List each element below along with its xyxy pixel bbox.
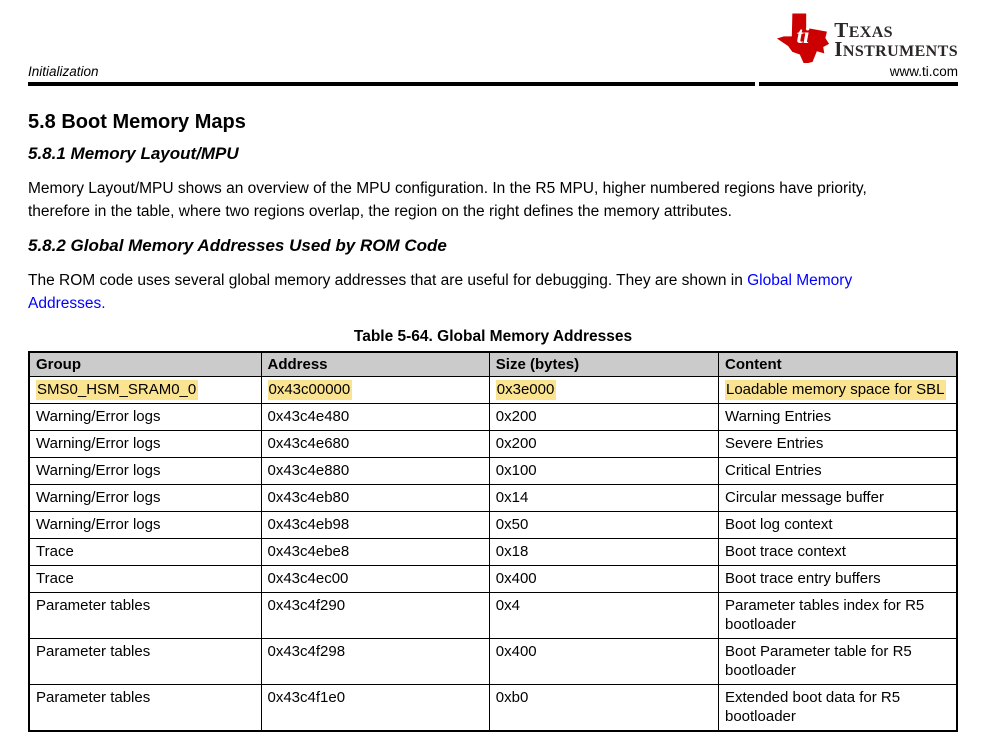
cell-group: [29, 685, 261, 732]
cell-content: [718, 458, 957, 485]
ti-wordmark: [834, 13, 958, 60]
cell-content: [718, 404, 957, 431]
cell-size: [489, 639, 718, 685]
cell-group-text: SMS0_HSM_SRAM0_0: [37, 381, 197, 398]
table-row: [29, 377, 957, 404]
cell-content-text: Boot trace context: [724, 543, 846, 560]
cell-content-text: Parameter tables index for R5 bootloader: [724, 597, 925, 633]
cell-size-text: 0x200: [495, 408, 537, 425]
cell-group-text: Warning/Error logs: [36, 516, 161, 533]
cell-content: [718, 566, 957, 593]
table-row: [29, 512, 957, 539]
cell-address-text: 0x43c00000: [268, 381, 351, 398]
cell-content: [718, 431, 957, 458]
section-5-8-heading: 5.8 Boot Memory Maps: [28, 111, 246, 133]
ti-texas-logo-icon: [776, 13, 830, 63]
cell-address-text: 0x43c4f1e0: [267, 689, 346, 706]
cell-address: [261, 539, 489, 566]
cell-size-text: 0x14: [495, 489, 529, 506]
cell-address-text: 0x43c4e880: [267, 462, 350, 479]
column-header-group: Group: [29, 352, 261, 377]
cell-content-text: Boot log context: [724, 516, 833, 533]
cell-address: [261, 458, 489, 485]
column-header-content: Content: [718, 352, 957, 377]
cell-content-text: Severe Entries: [724, 435, 824, 452]
cell-content-text: Extended boot data for R5 bootloader: [724, 689, 901, 725]
header-divider: [28, 82, 958, 86]
cell-content-text: Boot Parameter table for R5 bootloader: [724, 643, 912, 679]
table-row: [29, 639, 957, 685]
cell-address: [261, 431, 489, 458]
column-header-size: Size (bytes): [489, 352, 718, 377]
cell-size: [489, 404, 718, 431]
cell-group: [29, 377, 261, 404]
cell-group-text: Warning/Error logs: [36, 489, 161, 506]
table-body: [29, 377, 957, 732]
cell-content: [718, 593, 957, 639]
cell-size-text: 0x400: [495, 570, 537, 587]
cell-group-text: Warning/Error logs: [36, 462, 161, 479]
cell-address-text: 0x43c4e680: [267, 435, 350, 452]
cell-group-text: Parameter tables: [36, 643, 151, 660]
ti-logo: [776, 13, 958, 63]
cell-size-text: 0x100: [495, 462, 537, 479]
global-memory-addresses-link[interactable]: Global Memory Addresses.: [28, 272, 853, 312]
cell-address-text: 0x43c4ebe8: [267, 543, 350, 560]
cell-group-text: Trace: [36, 543, 74, 560]
cell-size-text: 0xb0: [495, 689, 529, 706]
ti-website-link[interactable]: www.ti.com: [889, 64, 958, 79]
section-5-8-1-heading: 5.8.1 Memory Layout/MPU: [28, 144, 239, 163]
header-divider-right-segment: [759, 82, 958, 86]
cell-group-text: Trace: [36, 570, 74, 587]
cell-size: [489, 431, 718, 458]
cell-address-text: 0x43c4ec00: [267, 570, 349, 587]
cell-content: [718, 485, 957, 512]
cell-content: [718, 377, 957, 404]
cell-group-text: Warning/Error logs: [36, 408, 161, 425]
cell-group: [29, 539, 261, 566]
cell-content: [718, 512, 957, 539]
cell-content: [718, 539, 957, 566]
paragraph-rom-code: [28, 270, 933, 315]
header-divider-left-segment: [28, 82, 755, 86]
table-row: [29, 485, 957, 512]
cell-size-text: 0x200: [495, 435, 537, 452]
column-header-address: Address: [261, 352, 489, 377]
cell-size: [489, 593, 718, 639]
cell-content-text: Critical Entries: [724, 462, 822, 479]
cell-size: [489, 512, 718, 539]
cell-size: [489, 685, 718, 732]
ti-wordmark-line2: INSTRUMENTS: [834, 37, 958, 61]
cell-address-text: 0x43c4f298: [267, 643, 346, 660]
cell-group-text: Parameter tables: [36, 689, 151, 706]
cell-address: [261, 593, 489, 639]
table-caption: Table 5-64. Global Memory Addresses: [353, 328, 633, 345]
cell-content-text: Loadable memory space for SBL: [725, 381, 945, 398]
cell-size: [489, 539, 718, 566]
cell-size: [489, 485, 718, 512]
cell-group-text: Warning/Error logs: [36, 435, 161, 452]
cell-size-text: 0x4: [495, 597, 520, 614]
table-row: [29, 431, 957, 458]
running-header: [28, 64, 958, 82]
table-row: [29, 593, 957, 639]
cell-address: [261, 485, 489, 512]
cell-group: [29, 566, 261, 593]
section-5-8-2-heading: 5.8.2 Global Memory Addresses Used by ROM Code: [28, 236, 447, 255]
cell-content-text: Boot trace entry buffers: [724, 570, 881, 587]
table-row: [29, 404, 957, 431]
table-row: [29, 539, 957, 566]
cell-address: [261, 512, 489, 539]
ti-wordmark-line1: TEXAS: [834, 18, 893, 42]
cell-address: [261, 404, 489, 431]
table-row: [29, 566, 957, 593]
global-memory-addresses-table: [28, 351, 958, 732]
cell-size-text: 0x400: [495, 643, 537, 660]
paragraph-rom-code-text: The ROM code uses several global memory addresses that are useful for debugging. They are shown in: [28, 272, 748, 289]
cell-group: [29, 458, 261, 485]
cell-content: [718, 685, 957, 732]
cell-size-text: 0x3e000: [496, 381, 555, 398]
cell-size: [489, 458, 718, 485]
cell-group: [29, 639, 261, 685]
table-header-row: [29, 352, 957, 377]
cell-address: [261, 639, 489, 685]
cell-content: [718, 639, 957, 685]
cell-size-text: 0x18: [495, 543, 529, 560]
table-row: [29, 685, 957, 732]
cell-address: [261, 685, 489, 732]
cell-size: [489, 566, 718, 593]
paragraph-memory-layout: Memory Layout/MPU shows an overview of the MPU configuration. In the R5 MPU, higher numbered regions have priority, therefore in the table, where two regions overlap, the region on the right defines the memory attributes.: [28, 180, 867, 220]
cell-group: [29, 404, 261, 431]
cell-size: [489, 377, 718, 404]
running-header-chapter: Initialization: [28, 64, 99, 79]
cell-address-text: 0x43c4eb98: [267, 516, 350, 533]
cell-group-text: Parameter tables: [36, 597, 151, 614]
cell-address: [261, 566, 489, 593]
ti-monogram: ti: [796, 22, 810, 49]
table-row: [29, 458, 957, 485]
cell-address-text: 0x43c4e480: [267, 408, 350, 425]
cell-content-text: Circular message buffer: [724, 489, 884, 506]
cell-size-text: 0x50: [495, 516, 529, 533]
cell-address: [261, 377, 489, 404]
cell-address-text: 0x43c4f290: [267, 597, 346, 614]
cell-group: [29, 485, 261, 512]
cell-group: [29, 431, 261, 458]
cell-group: [29, 512, 261, 539]
cell-content-text: Warning Entries: [724, 408, 832, 425]
cell-address-text: 0x43c4eb80: [267, 489, 350, 506]
cell-group: [29, 593, 261, 639]
masthead: [28, 0, 958, 64]
